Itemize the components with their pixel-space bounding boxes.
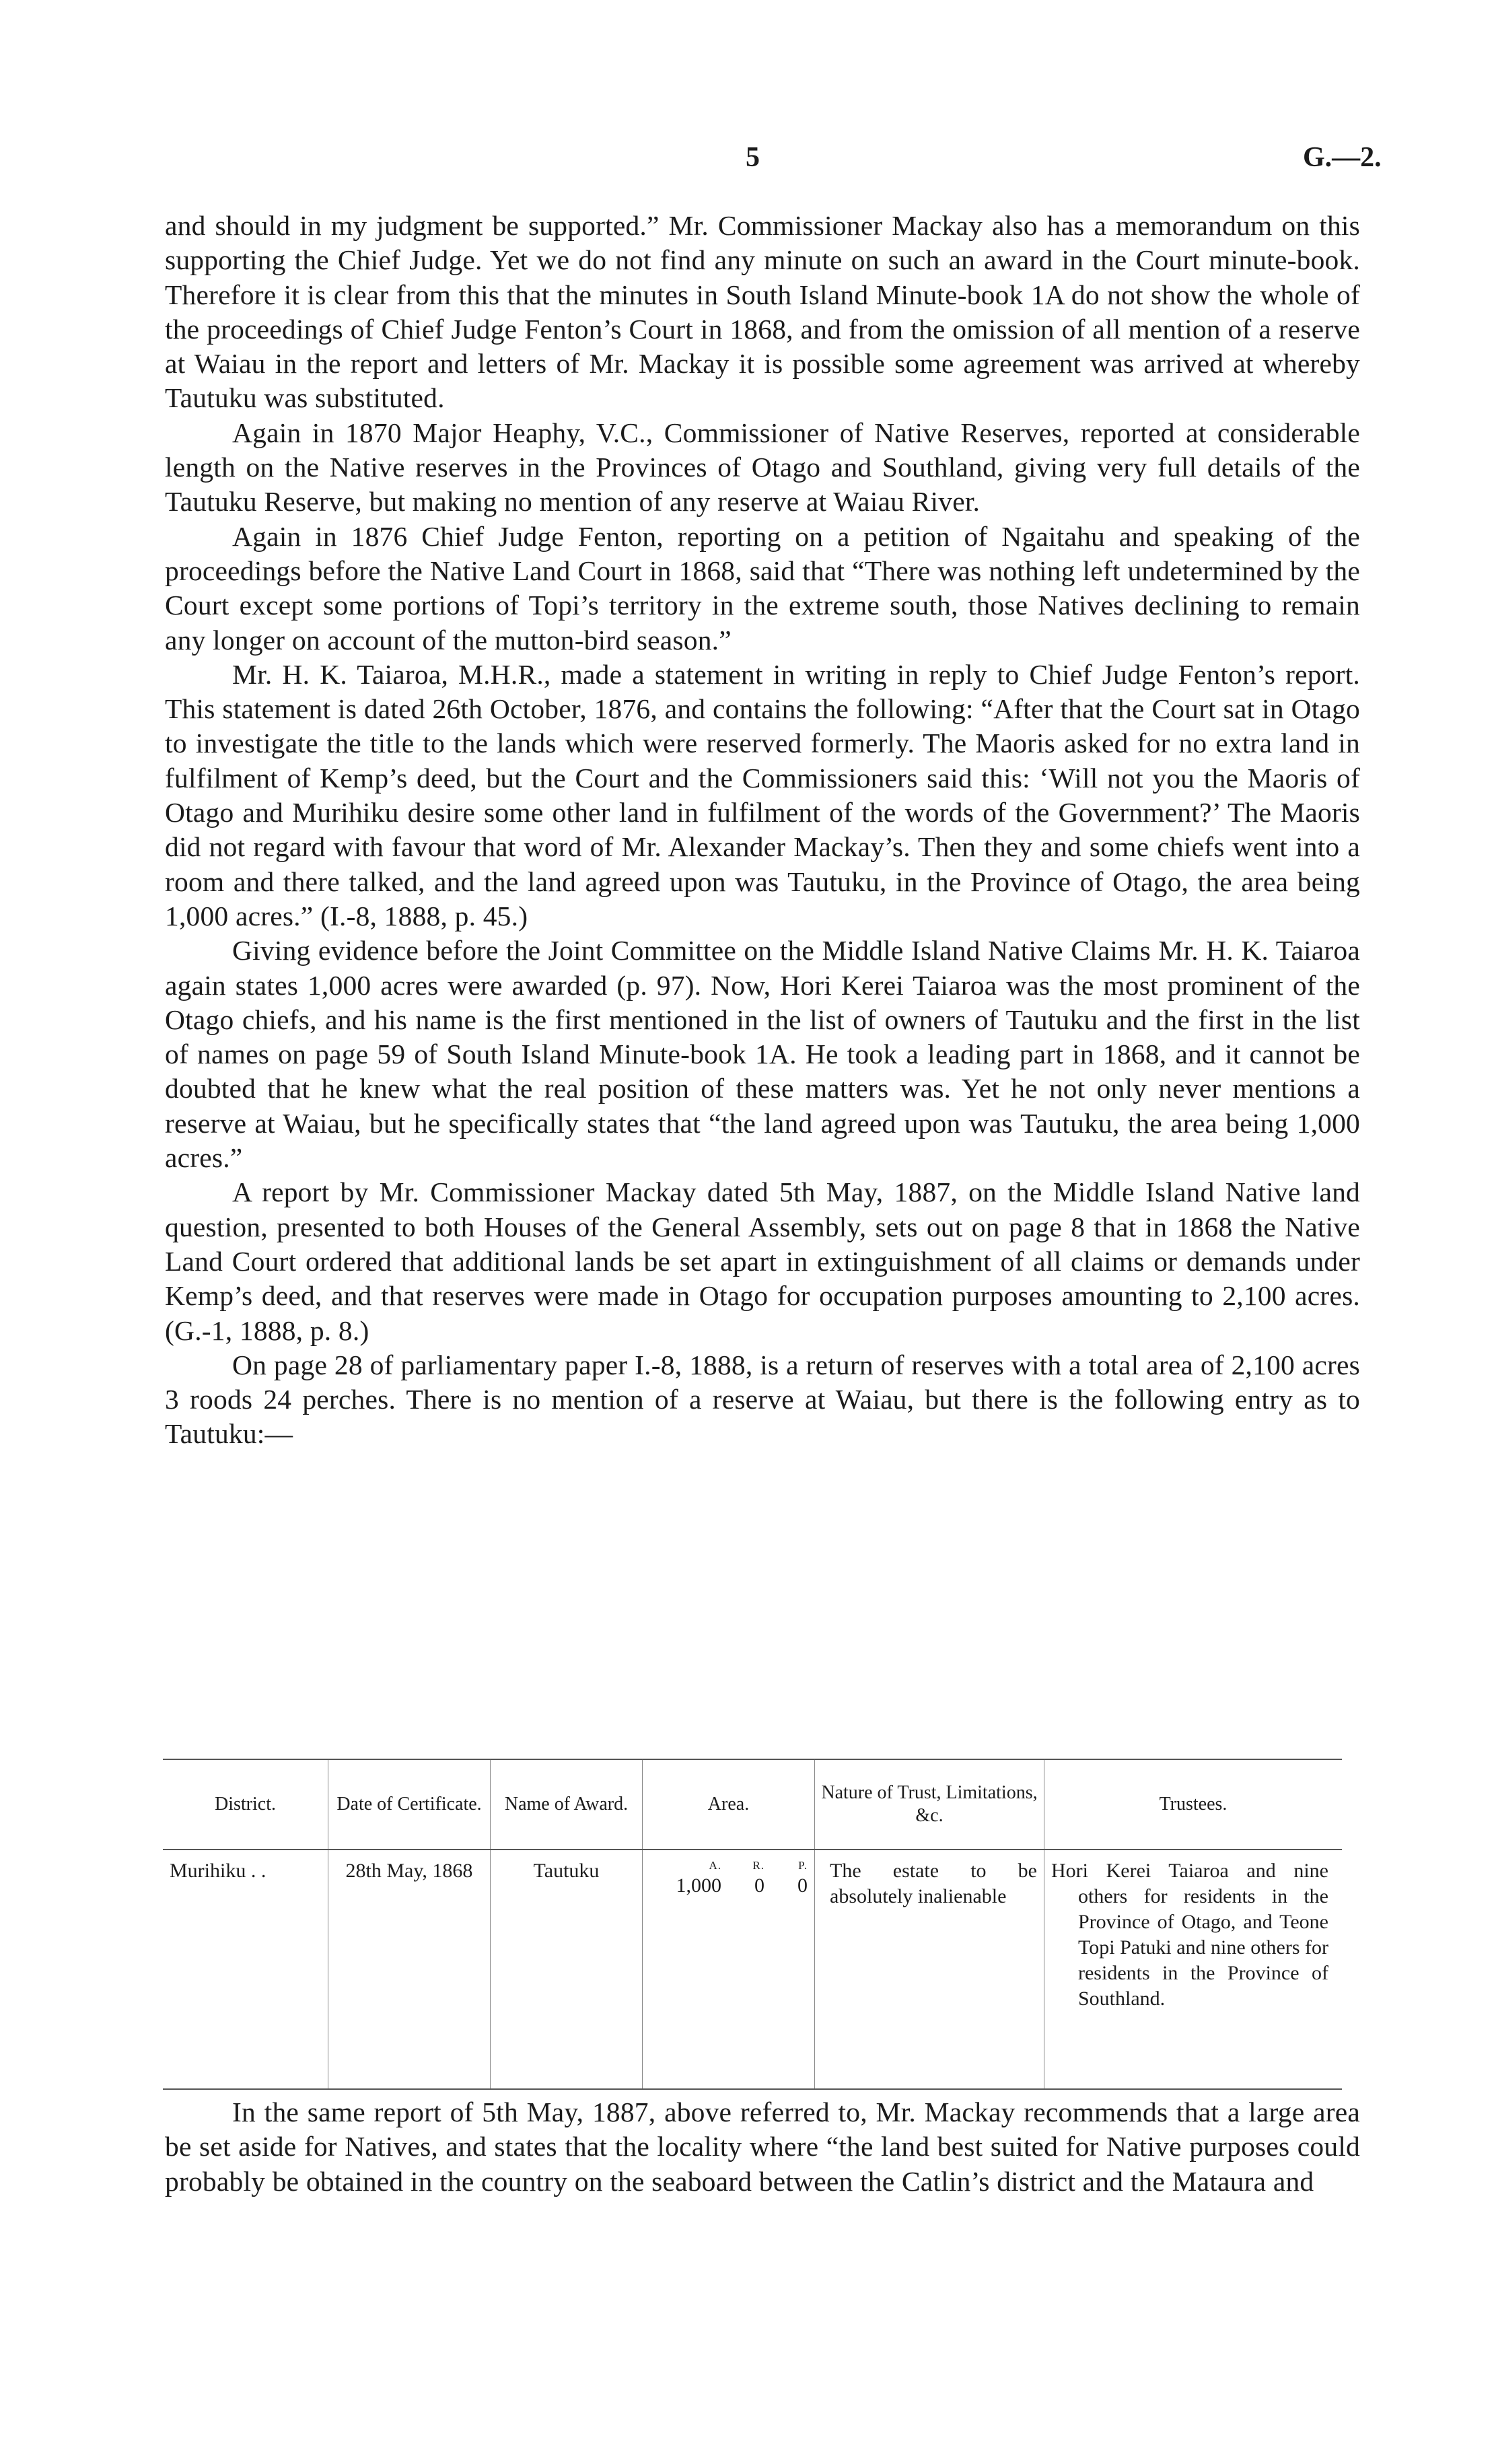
area-perches: 0 — [797, 1874, 808, 1897]
area-values — [649, 1858, 808, 1899]
body-text — [165, 209, 1360, 1452]
area-roods: 0 — [754, 1874, 764, 1897]
unit-acres: A. — [709, 1859, 721, 1872]
paragraph-4: Mr. H. K. Taiaroa, M.H.R., made a statement in writing in reply to Chief Judge Fenton’s report. This statement is dated 26th October, 1876, and contains the following: “After that the Court sat in Otago to investigate the title to the lands which were reserved formerly. The Maoris asked for no extra land in fulfilment of Kemp’s deed, but the Court and the Commissioners said this: ‘Will not you the Maoris of Otago and Murihiku desire some other land in fulfilment of the words of the Government?’ The Maoris did not regard with favour that word of Mr. Alexander Mackay’s. Then they and some chiefs went into a room and there talked, and the land agreed upon was Tautuku, in the Province of Otago, the area being 1,000 acres.” (I.-8, 1888, p. 45.) — [165, 658, 1360, 931]
cell-area — [643, 1850, 815, 2089]
paragraph-6: A report by Mr. Commissioner Mackay dated 5th May, 1887, on the Middle Island Native land question, presented to both Houses of the General Assembly, sets out on page 8 that in 1868 the Native Land Court ordered that additional lands be set apart in extinguishment of all claims or demands under Kemp’s deed, and that reserves were made in Otago for occupation purposes amounting to 2,100 acres. (G.-1, 1888, p. 8.) — [165, 1176, 1360, 1346]
cell-nature-of-trust — [815, 1850, 1044, 2089]
table-header-row — [163, 1759, 1342, 1850]
body-text-continued — [165, 2095, 1360, 2199]
paragraph-1: and should in my judgment be supported.” Mr. Commissioner Mackay also has a memorandum on this supporting the Chief Judge. Yet we do not find any minute on such an award in the Court minute-book. Therefore it is clear from this that the minutes in South Island Minute-book 1A do not show the whole of the proceedings of Chief Judge Fenton’s Court in 1868, and from the omission of all mention of a reserve at Waiau in the report and letters of Mr. Mackay it is possible some agreement was arrived at whereby Tautuku was substituted. — [165, 210, 1360, 414]
paragraph-2: Again in 1870 Major Heaphy, V.C., Commissioner of Native Reserves, reported at considerable length on the Native reserves in the Provinces of Otago and Southland, giving very full details of the Tautuku Reserve, but making no mention of any reserve at Waiau River. — [165, 417, 1360, 518]
header-area: Area. — [643, 1759, 815, 1850]
header-name-of-award: Name of Award. — [491, 1759, 643, 1850]
paragraph-8: In the same report of 5th May, 1887, above referred to, Mr. Mackay recommends that a large area be set aside for Natives, and states that the locality where “the land best suited for Native purposes could probably be obtained in the country on the seaboard between the Catlin’s district and the Mataura and — [165, 2097, 1360, 2197]
reserves-table-container — [163, 1759, 1342, 2090]
cell-district: Murihiku . . — [163, 1850, 328, 2089]
page-number: 5 — [746, 142, 760, 173]
paragraph-5: Giving evidence before the Joint Committee on the Middle Island Native Claims Mr. H. K. Taiaroa again states 1,000 acres were awarded (p. 97). Now, Hori Kerei Taiaroa was the most prominent of the Otago chiefs, and his name is the first mentioned in the list of owners of Tautuku and the first in the list of names on page 59 of South Island Minute-book 1A. He took a leading part in 1868, and it cannot be doubted that he knew what the real position of these matters was. Yet he not only never mentions a reserve at Waiau, but he specifically states that “the land agreed upon was Tautuku, the area being 1,000 acres.” — [165, 935, 1360, 1174]
header-trustees: Trustees. — [1044, 1759, 1343, 1850]
document-reference: G.—2. — [1303, 142, 1382, 173]
unit-perches: P. — [798, 1859, 808, 1872]
page-header — [0, 141, 1494, 182]
trustees-text: Hori Kerei Taiaroa and nine others for residents in the Province of Otago, and Teone Topi Patuki and nine others for residents in the Province of Southland. — [1051, 1860, 1328, 2010]
cell-date: 28th May, 1868 — [328, 1850, 491, 2089]
cell-award: Tautuku — [491, 1850, 643, 2089]
table-row — [163, 1850, 1342, 2089]
nature-text: The estate to be absolutely inalienable — [830, 1860, 1037, 1907]
header-nature-of-trust: Nature of Trust, Limitations, &c. — [815, 1759, 1044, 1850]
unit-roods: R. — [752, 1859, 764, 1872]
reserves-return-table — [163, 1759, 1342, 2090]
paragraph-7: On page 28 of parliamentary paper I.-8, 1888, is a return of reserves with a total area of 2,100 acres 3 roods 24 perches. There is no mention of a reserve at Waiau, but there is the following entry as to Tautuku:— — [165, 1349, 1360, 1450]
header-date-of-certificate: Date of Certificate. — [328, 1759, 491, 1850]
cell-trustees — [1044, 1850, 1343, 2089]
header-district: District. — [163, 1759, 328, 1850]
paragraph-3: Again in 1876 Chief Judge Fenton, reporting on a petition of Ngaitahu and speaking of the proceedings before the Native Land Court in 1868, said that “There was nothing left undetermined by the Court except some portions of Topi’s territory in the extreme south, those Natives declining to remain any longer on account of the mutton-bird season.” — [165, 520, 1360, 656]
area-acres: 1,000 — [676, 1874, 721, 1897]
